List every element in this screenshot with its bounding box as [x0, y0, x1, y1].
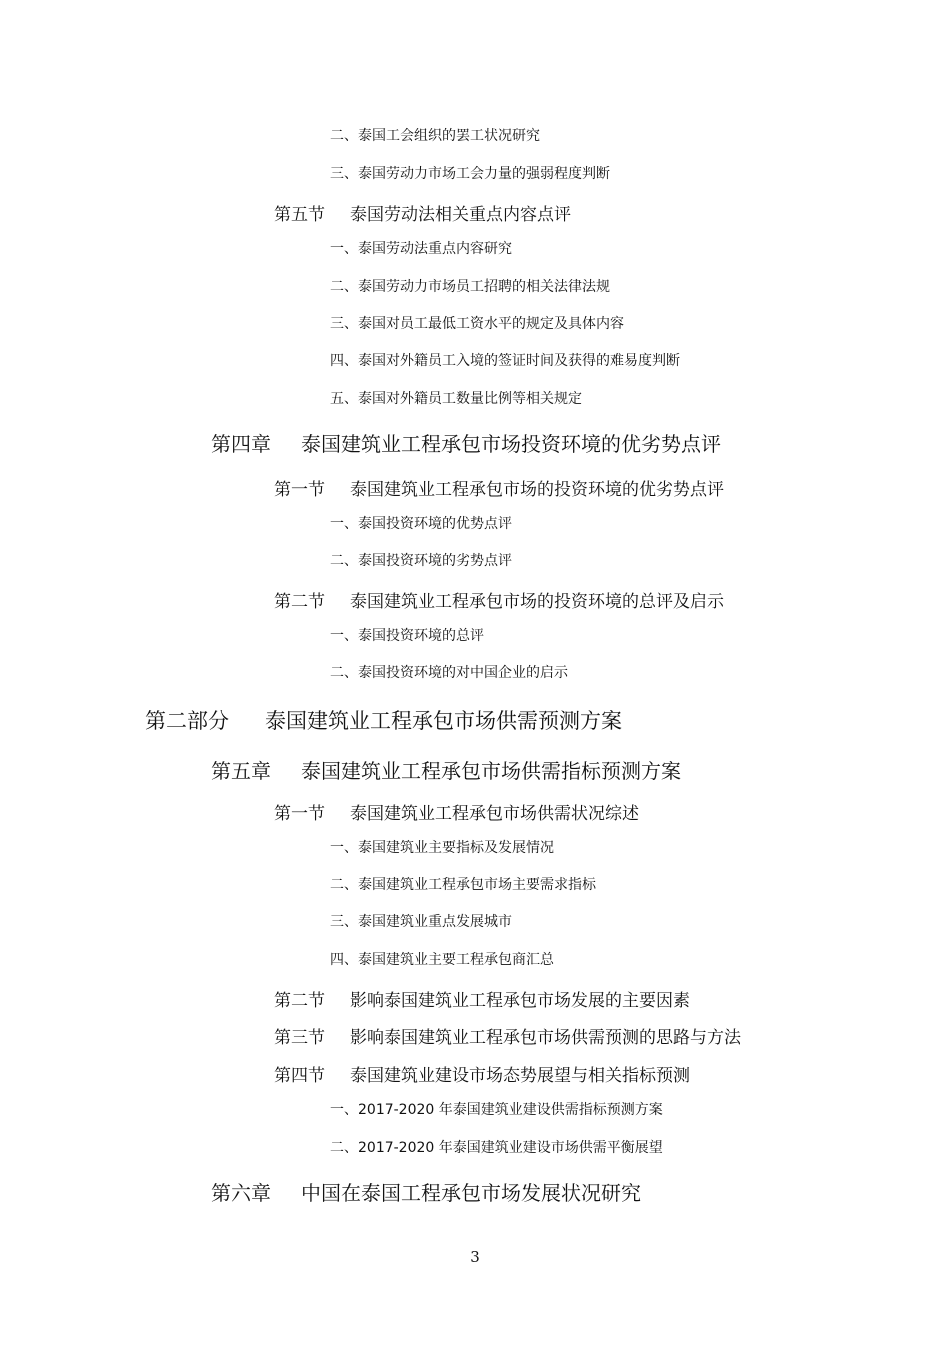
toc-entry-title: 泰国建筑业重点发展城市: [358, 914, 512, 930]
toc-entry-title: 2017-2020 年泰国建筑业建设市场供需平衡展望: [358, 1140, 663, 1156]
toc-entry-number: 一、: [330, 840, 358, 856]
toc-entry-title: 泰国建筑业工程承包市场供需指标预测方案: [301, 759, 681, 783]
toc-entry: [330, 911, 512, 931]
toc-entry-title: 泰国对员工最低工资水平的规定及具体内容: [358, 316, 624, 332]
toc-entry-title: 泰国投资环境的总评: [358, 628, 484, 644]
toc-entry: [330, 350, 680, 370]
toc-entry-title: 泰国投资环境的劣势点评: [358, 553, 512, 569]
toc-entry-number: 第五节: [274, 205, 325, 225]
toc-entry-title: 影响泰国建筑业工程承包市场供需预测的思路与方法: [350, 1028, 741, 1048]
toc-entry: [274, 200, 571, 225]
toc-entry-number: 一、: [330, 241, 358, 257]
toc-entry: [145, 705, 622, 735]
toc-entry-title: 泰国建筑业工程承包市场的投资环境的优劣势点评: [350, 480, 724, 500]
page-number: 3: [470, 1248, 480, 1266]
toc-entry-number: 第二节: [274, 991, 325, 1011]
toc-entry: [274, 475, 724, 500]
toc-entry-title: 泰国建筑业工程承包市场投资环境的优劣势点评: [301, 432, 721, 456]
toc-entry: [330, 1099, 663, 1119]
toc-entry: [330, 837, 554, 857]
toc-entry-number: 三、: [330, 914, 358, 930]
toc-entry-number: 第六章: [211, 1181, 271, 1205]
toc-entry-number: 二、: [330, 665, 358, 681]
toc-entry: [211, 428, 721, 457]
toc-entry-title: 泰国劳动力市场工会力量的强弱程度判断: [358, 166, 610, 182]
toc-entry-number: 五、: [330, 391, 358, 407]
toc-entry-title: 泰国建筑业工程承包市场供需预测方案: [265, 709, 622, 733]
toc-entry: [330, 388, 582, 408]
toc-entry-number: 二、: [330, 279, 358, 295]
toc-entry-number: 第三节: [274, 1028, 325, 1048]
toc-entry-title: 泰国投资环境的优势点评: [358, 516, 512, 532]
toc-entry-number: 二、: [330, 1140, 358, 1156]
toc-entry: [274, 587, 724, 612]
toc-entry-number: 第二部分: [145, 709, 229, 733]
toc-entry: [330, 163, 610, 183]
toc-entry-number: 第四章: [211, 432, 271, 456]
toc-entry: [274, 799, 639, 824]
toc-entry: [211, 1177, 641, 1206]
toc-entry-title: 泰国劳动力市场员工招聘的相关法律法规: [358, 279, 610, 295]
toc-entry-number: 第二节: [274, 592, 325, 612]
toc-entry: [330, 625, 484, 645]
toc-entry: [211, 755, 681, 784]
toc-entry-number: 一、: [330, 1102, 358, 1118]
toc-entry-title: 泰国建筑业建设市场态势展望与相关指标预测: [350, 1066, 690, 1086]
toc-entry-number: 二、: [330, 877, 358, 893]
toc-entry-title: 泰国建筑业工程承包市场的投资环境的总评及启示: [350, 592, 724, 612]
toc-entry-title: 中国在泰国工程承包市场发展状况研究: [301, 1181, 641, 1205]
toc-entry-title: 泰国劳动法相关重点内容点评: [350, 205, 571, 225]
toc-entry-title: 泰国建筑业工程承包市场供需状况综述: [350, 804, 639, 824]
toc-entry-number: 四、: [330, 952, 358, 968]
toc-entry: [330, 313, 624, 333]
toc-entry-number: 一、: [330, 516, 358, 532]
toc-entry-number: 第一节: [274, 480, 325, 500]
toc-entry-number: 三、: [330, 316, 358, 332]
toc-entry-title: 泰国对外籍员工数量比例等相关规定: [358, 391, 582, 407]
toc-entry-title: 泰国劳动法重点内容研究: [358, 241, 512, 257]
toc-entry-title: 泰国建筑业主要工程承包商汇总: [358, 952, 554, 968]
toc-entry: [274, 1061, 690, 1086]
toc-entry: [330, 1137, 663, 1157]
toc-entry-number: 一、: [330, 628, 358, 644]
toc-entry: [330, 662, 568, 682]
toc-entry-title: 泰国工会组织的罢工状况研究: [358, 128, 540, 144]
toc-entry-title: 泰国建筑业工程承包市场主要需求指标: [358, 877, 596, 893]
toc-entry: [330, 238, 512, 258]
toc-entry-number: 第五章: [211, 759, 271, 783]
toc-entry-number: 三、: [330, 166, 358, 182]
toc-entry-number: 第四节: [274, 1066, 325, 1086]
toc-entry: [330, 550, 512, 570]
toc-entry-title: 泰国建筑业主要指标及发展情况: [358, 840, 554, 856]
toc-entry: [330, 874, 596, 894]
toc-entry: [330, 125, 540, 145]
toc-entry-number: 二、: [330, 553, 358, 569]
toc-entry-number: 二、: [330, 128, 358, 144]
toc-entry-title: 泰国对外籍员工入境的签证时间及获得的难易度判断: [358, 353, 680, 369]
toc-entry: [330, 513, 512, 533]
toc-entry-number: 第一节: [274, 804, 325, 824]
toc-entry: [274, 1023, 741, 1048]
toc-entry-number: 四、: [330, 353, 358, 369]
toc-entry-title: 泰国投资环境的对中国企业的启示: [358, 665, 568, 681]
toc-entry: [330, 276, 610, 296]
toc-entry: [330, 949, 554, 969]
toc-entry-title: 2017-2020 年泰国建筑业建设供需指标预测方案: [358, 1102, 663, 1118]
toc-entry: [274, 986, 690, 1011]
toc-entry-title: 影响泰国建筑业工程承包市场发展的主要因素: [350, 991, 690, 1011]
